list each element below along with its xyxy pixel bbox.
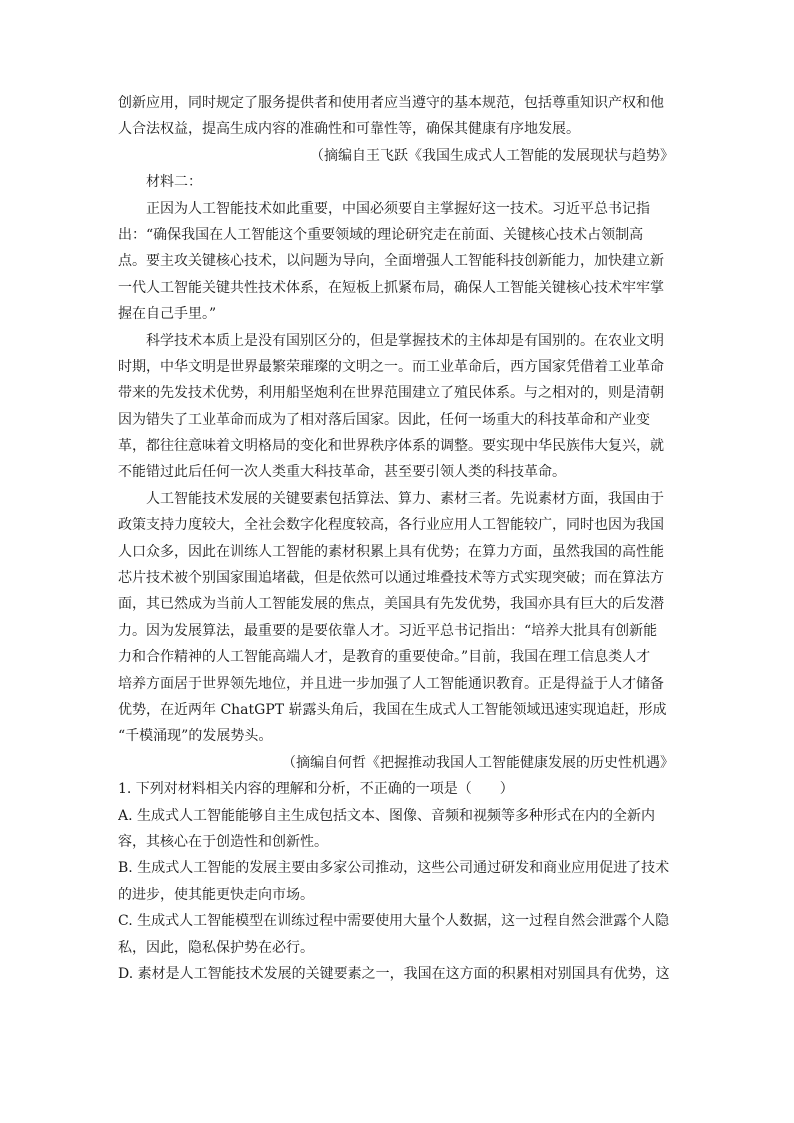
text-line: 出：“确保我国在人工智能这个重要领域的理论研究走在前面、关键核心技术占领制高 <box>118 226 644 243</box>
option-d: D. 素材是人工智能技术发展的关键要素之一，我国在这方面的积累相对别国具有优势，这 <box>118 965 670 982</box>
text-line: 一代人工智能关键共性技术体系，在短板上抓紧布局，确保人工智能关键核心技术牢牢掌 <box>118 279 664 296</box>
text-line: 人口众多，因此在训练人工智能的素材积累上具有优势；在算力方面，虽然我国的高性能 <box>118 543 664 560</box>
option-a: A. 生成式人工智能能够自主生成包括文本、图像、音频和视频等多种形式在内的全新内 <box>118 807 656 824</box>
text-line: 革，都往往意味着文明格局的变化和世界秩序体系的调整。要实现中华民族伟大复兴，就 <box>118 438 664 455</box>
text-line: 优势，在近两年 ChatGPT 崭露头角后，我国在生成式人工智能领域迅速实现追赶，形成 <box>118 701 667 718</box>
text-line: 培养方面居于世界领先地位，并且进一步加强了人工智能通识教育。正是得益于人才储备 <box>118 675 664 692</box>
option-b-cont: 的进步，使其能更快走向市场。 <box>118 886 314 903</box>
text-line: 面，其已然成为当前人工智能发展的焦点，美国具有先发优势，我国亦具有巨大的后发潜 <box>118 596 664 613</box>
text-line: 创新应用，同时规定了服务提供者和使用者应当遵守的基本规范，包括尊重知识产权和他 <box>118 95 664 111</box>
text-line: 人合法权益，提高生成内容的准确性和可靠性等，确保其健康有序地发展。 <box>118 121 580 138</box>
text-line: 政策支持力度较大，全社会数字化程度较高，各行业应用人工智能较广，同时也因为我国 <box>118 517 664 534</box>
text-line: 不能错过此后任何一次人类重大科技革命，甚至要引领人类的科技革命。 <box>118 464 566 481</box>
text-line: “千模涌现”的发展势头。 <box>118 728 273 745</box>
text-line: 带来的先发技术优势，利用船坚炮利在世界范围建立了殖民体系。与之相对的，则是清朝 <box>118 385 664 402</box>
text-line: 芯片技术被个别国家围追堵截，但是依然可以通过堆叠技术等方式实现突破；而在算法方 <box>118 570 664 587</box>
text-line: 力。因为发展算法，最重要的是要依靠人才。习近平总书记指出：“培养大批具有创新能 <box>118 622 658 639</box>
source-citation: （摘编自王飞跃《我国生成式人工智能的发展现状与趋势》 <box>310 147 674 164</box>
question-stem: 1. 下列对材料相关内容的理解和分析，不正确的一项是（ ） <box>118 781 514 798</box>
text-line: 握在自己手里。” <box>118 306 217 323</box>
option-b: B. 生成式人工智能的发展主要由多家公司推动，这些公司通过研发和商业应用促进了技术 <box>118 860 670 877</box>
text-line: 正因为人工智能技术如此重要，中国必须要自主掌握好这一技术。习近平总书记指 <box>146 200 650 217</box>
text-line: 点。要主攻关键核心技术，以问题为导向，全面增强人工智能科技创新能力，加快建立新 <box>118 253 664 270</box>
option-a-cont: 容，其核心在于创造性和创新性。 <box>118 833 328 850</box>
option-c-cont: 私，因此，隐私保护势在必行。 <box>118 939 314 956</box>
option-c: C. 生成式人工智能模型在训练过程中需要使用大量个人数据，这一过程自然会泄露个人隐 <box>118 913 670 930</box>
text-line: 科学技术本质上是没有国别区分的，但是掌握技术的主体却是有国别的。在农业文明 <box>146 332 664 349</box>
document-page <box>118 90 674 987</box>
text-line: 力和合作精神的人工智能高端人才，是教育的重要使命。”目前，我国在理工信息类人才 <box>118 649 651 666</box>
section-heading: 材料二： <box>146 174 202 191</box>
source-citation: （摘编自何哲《把握推动我国人工智能健康发展的历史性机遇》 <box>282 754 674 771</box>
text-line: 因为错失了工业革命而成为了相对落后国家。因此，任何一场重大的科技革命和产业变 <box>118 411 650 428</box>
text-line: 人工智能技术发展的关键要素包括算法、算力、素材三者。先说素材方面，我国由于 <box>146 490 664 507</box>
text-line: 时期，中华文明是世界最繁荣璀璨的文明之一。而工业革命后，西方国家凭借着工业革命 <box>118 358 664 375</box>
